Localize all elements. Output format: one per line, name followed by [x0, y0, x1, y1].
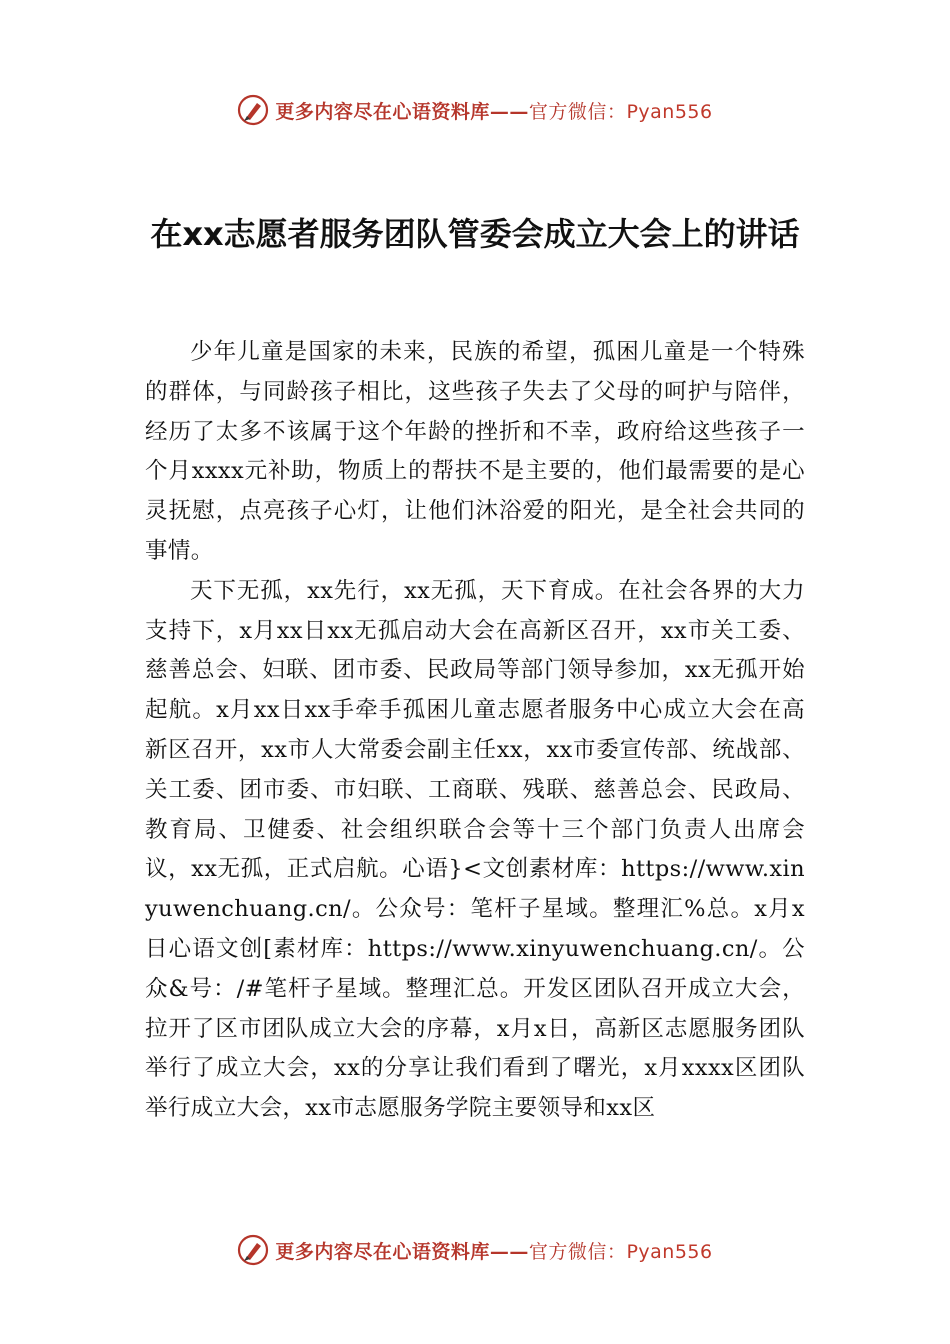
pen-nib-logo-icon: [237, 1234, 269, 1266]
watermark-text: 更多内容尽在心语资料库——官方微信：Pyan556: [275, 100, 713, 123]
document-body: [145, 333, 805, 1129]
watermark-text: 更多内容尽在心语资料库——官方微信：Pyan556: [275, 1240, 713, 1263]
watermark-banner-bottom: [0, 1234, 950, 1266]
document-title: 在xx志愿者服务团队管委会成立大会上的讲话: [150, 215, 800, 253]
pen-nib-logo-icon: [237, 94, 269, 126]
paragraph: 天下无孤，xx先行，xx无孤，天下育成。在社会各界的大力支持下，x月xx日xx无孤启动大会在高新区召开，xx市关工委、慈善总会、妇联、团市委、民政局等部门领导参加，xx无孤开始起航。x月xx日xx手牵手孤困儿童志愿者服务中心成立大会在高新区召开，xx市人大常委会副主任xx，xx市委宣传部、统战部、关工委、团市委、市妇联、工商联、残联、慈善总会、民政局、教育局、卫健委、社会组织联合会等十三个部门负责人出席会议，xx无孤，正式启航。心语}<文创素材库：https://www.xinyuwenchuang.cn/。公众号：笔杆子星域。整理汇%总。x月x日心语文创[素材库：https://www.xinyuwenchuang.cn/。公众&号：/#笔杆子星域。整理汇总。开发区团队召开成立大会，拉开了区市团队成立大会的序幕，x月x日，高新区志愿服务团队举行了成立大会，xx的分享让我们看到了曙光，x月xxxx区团队举行成立大会，xx市志愿服务学院主要领导和xx区: [145, 577, 805, 1122]
paragraph: 少年儿童是国家的未来，民族的希望，孤困儿童是一个特殊的群体，与同龄孩子相比，这些孩子失去了父母的呵护与陪伴，经历了太多不该属于这个年龄的挫折和不幸，政府给这些孩子一个月xxxx元补助，物质上的帮扶不是主要的，他们最需要的是心灵抚慰，点亮孩子心灯，让他们沐浴爱的阳光，是全社会共同的事情。: [145, 339, 805, 564]
watermark-banner-top: [0, 94, 950, 126]
